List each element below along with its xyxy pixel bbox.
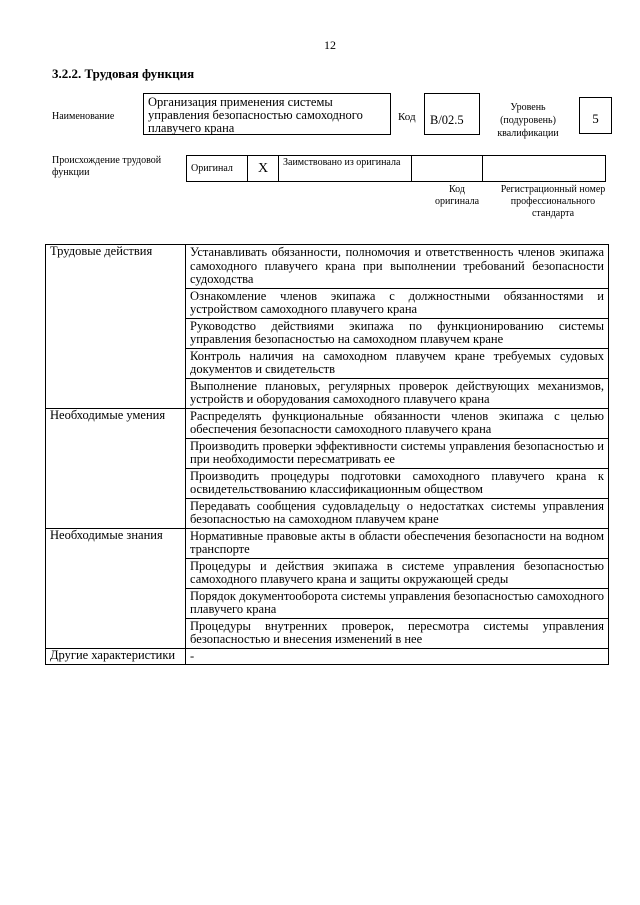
code-value: B/02.5 <box>424 93 480 135</box>
original-code-cell <box>412 156 483 182</box>
table-row <box>46 408 609 438</box>
level-label: Уровень (подуровень) квалификации <box>497 102 559 139</box>
row-category: Необходимые умения <box>46 408 186 528</box>
table-row <box>46 528 609 558</box>
page-number: 12 <box>324 38 336 52</box>
row-item: Руководство действиями экипажа по функционированию системы управления безопасностью на самоходном плавучем кране <box>186 318 609 348</box>
section-title: 3.2.2. Трудовая функция <box>52 66 195 81</box>
row-item: - <box>186 648 609 665</box>
row-item: Контроль наличия на самоходном плавучем кране требуемых судовых документов и свидетельств <box>186 348 609 378</box>
reg-number-cell <box>483 156 606 182</box>
table-row <box>46 245 609 289</box>
origin-table <box>186 155 606 182</box>
reg-number-caption: Регистрационный номер профессионального стандарта <box>500 184 606 219</box>
row-category: Трудовые действия <box>46 245 186 409</box>
original-mark: X <box>248 156 279 182</box>
row-item: Передавать сообщения судовладельцу о недостатках системы управления безопасностью на самоходном плавучем кране <box>186 498 609 528</box>
row-category: Другие характеристики <box>46 648 186 665</box>
row-item: Распределять функциональные обязанности членов экипажа с целью обеспечения безопасности самоходного плавучего крана <box>186 408 609 438</box>
name-value: Организация применения системы управления безопасностью самоходного плавучего крана <box>143 93 391 135</box>
original-label: Оригинал <box>187 156 248 182</box>
row-item: Нормативные правовые акты в области обеспечения безопасности на водном транспорте <box>186 528 609 558</box>
original-code-caption: Код оригинала <box>434 184 480 207</box>
row-item: Производить процедуры подготовки самоходного плавучего крана к освидетельствованию классификационным обществом <box>186 468 609 498</box>
name-label: Наименование <box>52 111 115 122</box>
function-table <box>45 244 609 665</box>
code-label: Код <box>398 111 416 123</box>
level-value: 5 <box>579 97 612 134</box>
row-item: Процедуры внутренних проверок, пересмотра системы управления безопасностью и внесения изменений в нее <box>186 618 609 648</box>
table-row <box>46 648 609 665</box>
row-item: Порядок документооборота системы управления безопасностью самоходного плавучего крана <box>186 588 609 618</box>
borrowed-label: Заимствовано из оригинала <box>279 156 412 182</box>
row-item: Устанавливать обязанности, полномочия и ответственность членов экипажа самоходного плавучего крана при выполнении требований безопасности судоходства <box>186 245 609 289</box>
row-item: Выполнение плановых, регулярных проверок действующих механизмов, устройств и оборудования самоходного плавучего крана <box>186 378 609 408</box>
row-item: Процедуры и действия экипажа в системе управления безопасностью самоходного плавучего крана и защиты окружающей среды <box>186 558 609 588</box>
row-category: Необходимые знания <box>46 528 186 648</box>
row-item: Ознакомление членов экипажа с должностными обязанностями и устройством самоходного плавучего крана <box>186 288 609 318</box>
row-item: Производить проверки эффективности системы управления безопасностью и при необходимости пересматривать ее <box>186 438 609 468</box>
origin-label: Происхождение трудовой функции <box>52 155 162 178</box>
